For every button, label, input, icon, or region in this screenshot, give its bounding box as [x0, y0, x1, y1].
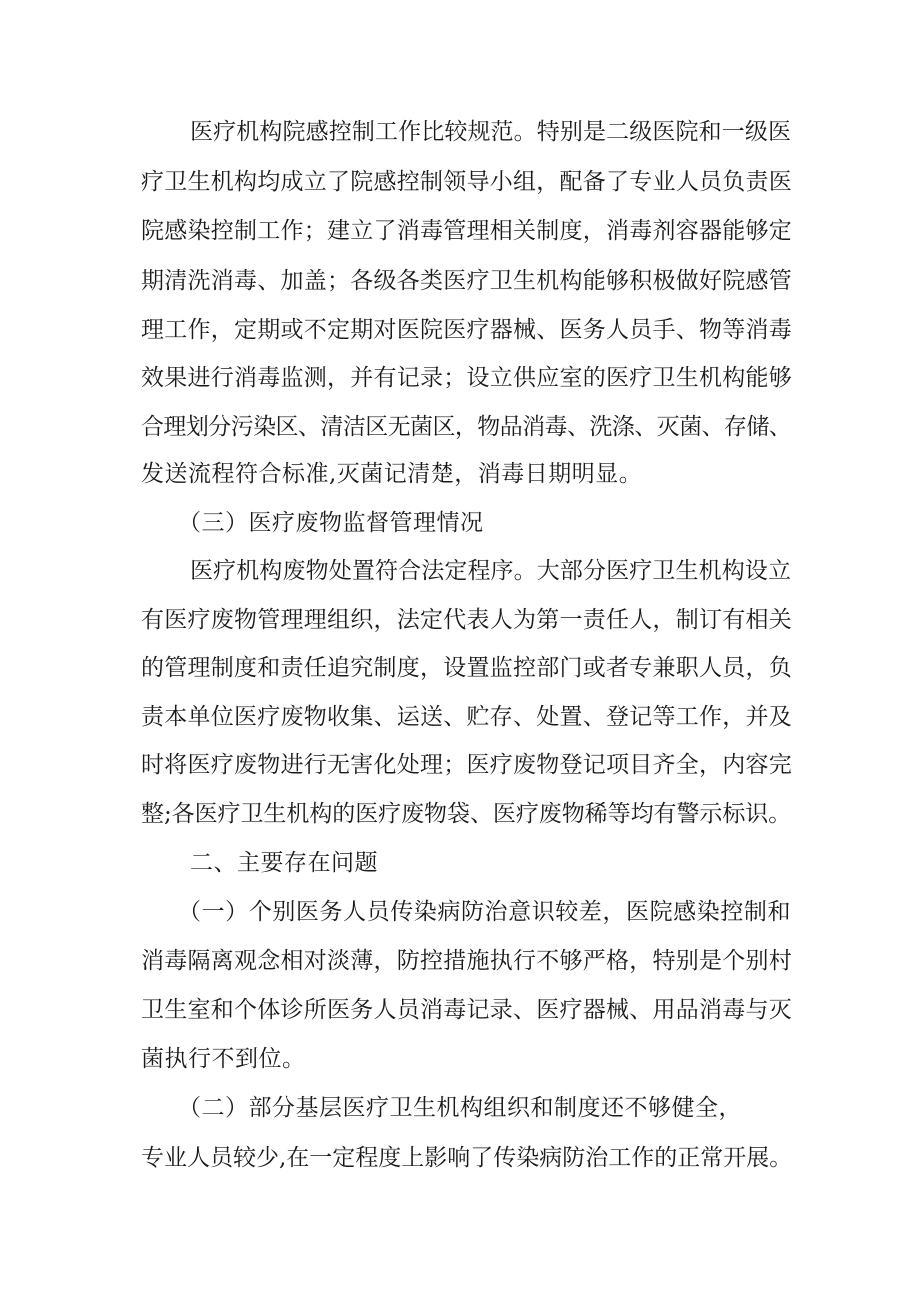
paragraph-1-line-1: 医疗机构院感控制工作比较规范。特别是二级医院和一级医	[190, 119, 791, 145]
paragraph-1-line-6: 效果进行消毒监测，并有记录；设立供应室的医疗卫生机构能够	[141, 365, 792, 391]
paragraph-3-line-2: 消毒隔离观念相对淡薄，防控措施执行不够严格，特别是个别村	[141, 948, 792, 974]
paragraph-4-line-2: 专业人员较少,在一定程度上影响了传染病防治工作的正常开展。	[141, 1145, 793, 1171]
paragraph-2-line-2: 有医疗废物管理理组织，法定代表人为第一责任人，制订有相关	[141, 607, 792, 633]
paragraph-1-line-8: 发送流程符合标准,灭菌记清楚，消毒日期明显。	[141, 461, 643, 487]
paragraph-1-line-4: 期清洗消毒、加盖；各级各类医疗卫生机构能够积极做好院感管	[141, 268, 792, 294]
paragraph-1-line-2: 疗卫生机构均成立了院感控制领导小组，配备了专业人员负责医	[141, 169, 792, 195]
paragraph-2-line-3: 的管理制度和责任追究制度，设置监控部门或者专兼职人员，负	[141, 655, 792, 681]
paragraph-2-line-1: 医疗机构废物处置符合法定程序。大部分医疗卫生机构设立	[190, 558, 791, 584]
paragraph-2-line-6: 整;各医疗卫生机构的医疗废物袋、医疗废物稀等均有警示标识。	[141, 801, 791, 827]
paragraph-1-line-7: 合理划分污染区、清洁区无菌区，物品消毒、洗涤、灭菌、存储、	[141, 414, 791, 440]
paragraph-2-line-4: 责本单位医疗废物收集、运送、贮存、处置、登记等工作，并及	[141, 704, 792, 730]
section-heading-main-problems: 二、主要存在问题	[190, 850, 378, 876]
paragraph-3-line-3: 卫生室和个体诊所医务人员消毒记录、医疗器械、用品消毒与灭	[141, 997, 792, 1023]
paragraph-2-line-5: 时将医疗废物进行无害化处理；医疗废物登记项目齐全，内容完	[141, 752, 792, 778]
section-heading-medical-waste: （三）医疗废物监督管理情况	[178, 510, 484, 536]
paragraph-1-line-5: 理工作，定期或不定期对医院医疗器械、医务人员手、物等消毒	[141, 317, 792, 343]
paragraph-4-line-1: （二）部分基层医疗卫生机构组织和制度还不够健全，	[178, 1095, 742, 1121]
paragraph-3-line-4: 菌执行不到位。	[141, 1046, 306, 1072]
paragraph-1-line-3: 院感染控制工作；建立了消毒管理相关制度，消毒剂容器能够定	[141, 218, 792, 244]
paragraph-3-line-1: （一）个别医务人员传染病防治意识较差，医院感染控制和	[178, 899, 791, 925]
